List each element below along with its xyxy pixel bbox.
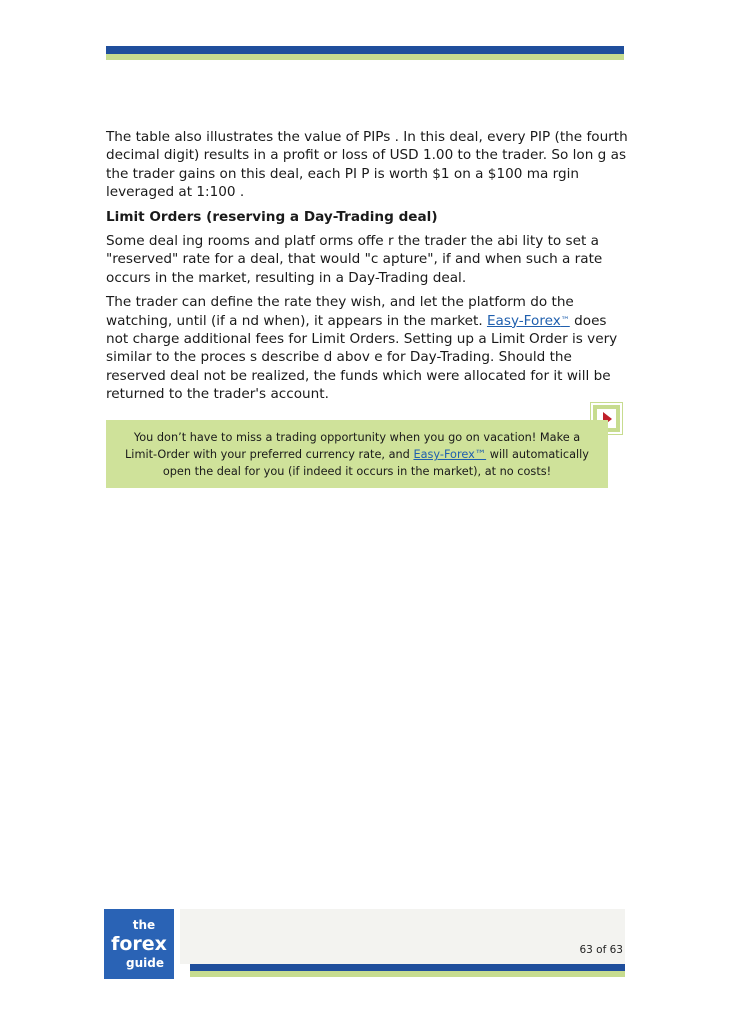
page-content: [106, 128, 628, 410]
logo-line-forex: forex: [111, 933, 167, 955]
paragraph-text: The trader can define the rate they wish, and let the platform do the watching, until (if a nd when), it appears in the market.: [106, 294, 574, 329]
logo-line-guide: guide: [126, 956, 164, 970]
footer-bar-green: [190, 971, 625, 977]
tip-text: You don’t have to miss a trading opportunity when you go on vacation! Make a Limit-Order with your preferred currency rate, and: [125, 431, 581, 461]
paragraph-text: does not charge additional fees for Limit Orders. Setting up a Limit Order is very similar to the proces s describe d abov e for Day-Trading. Should the reserved deal not be realized, the funds which were allocated for it will be returned to the trader's account.: [106, 312, 618, 403]
logo-line-the: the: [132, 918, 156, 932]
header-bar: [106, 46, 624, 60]
easy-forex-link-label: Easy-Forex: [486, 312, 561, 329]
tip-text: will automatically open the deal for you (if indeed it occurs in the market), at no costs!: [162, 448, 589, 478]
footer-bar: [190, 964, 625, 977]
tip-easy-forex-link[interactable]: Easy-Forex™: [413, 448, 487, 461]
footer-panel: [180, 909, 625, 964]
trademark-symbol: ™: [560, 315, 570, 326]
section-heading-limit-orders: Limit Orders (reserving a Day-Trading deal): [106, 208, 438, 225]
footer-bar-blue: [190, 964, 625, 971]
forex-guide-logo: [104, 909, 174, 979]
paragraph-limit-order-details: [106, 293, 628, 403]
tip-box: [106, 420, 608, 488]
paragraph-pip-value: The table also illustrates the value of PIPs . In this deal, every PIP (the fourth decimal digit) results in a profit or loss of USD 1.00 to the trader. So lon g as the trader gains on this deal, each PI P is worth $1 on a $100 ma rgin leveraged at 1:100 .: [106, 129, 628, 201]
easy-forex-link[interactable]: [487, 313, 570, 329]
page-number: 63 of 63: [579, 944, 623, 956]
paragraph-reserved-rate: Some deal ing rooms and platf orms offe r the trader the abi lity to set a "reserved" rate for a deal, that would "c apture", if and when such a rate occurs in the market, resulting in a Day-Trading deal.: [106, 233, 603, 286]
header-bar-blue: [106, 46, 624, 54]
header-bar-green: [106, 54, 624, 60]
